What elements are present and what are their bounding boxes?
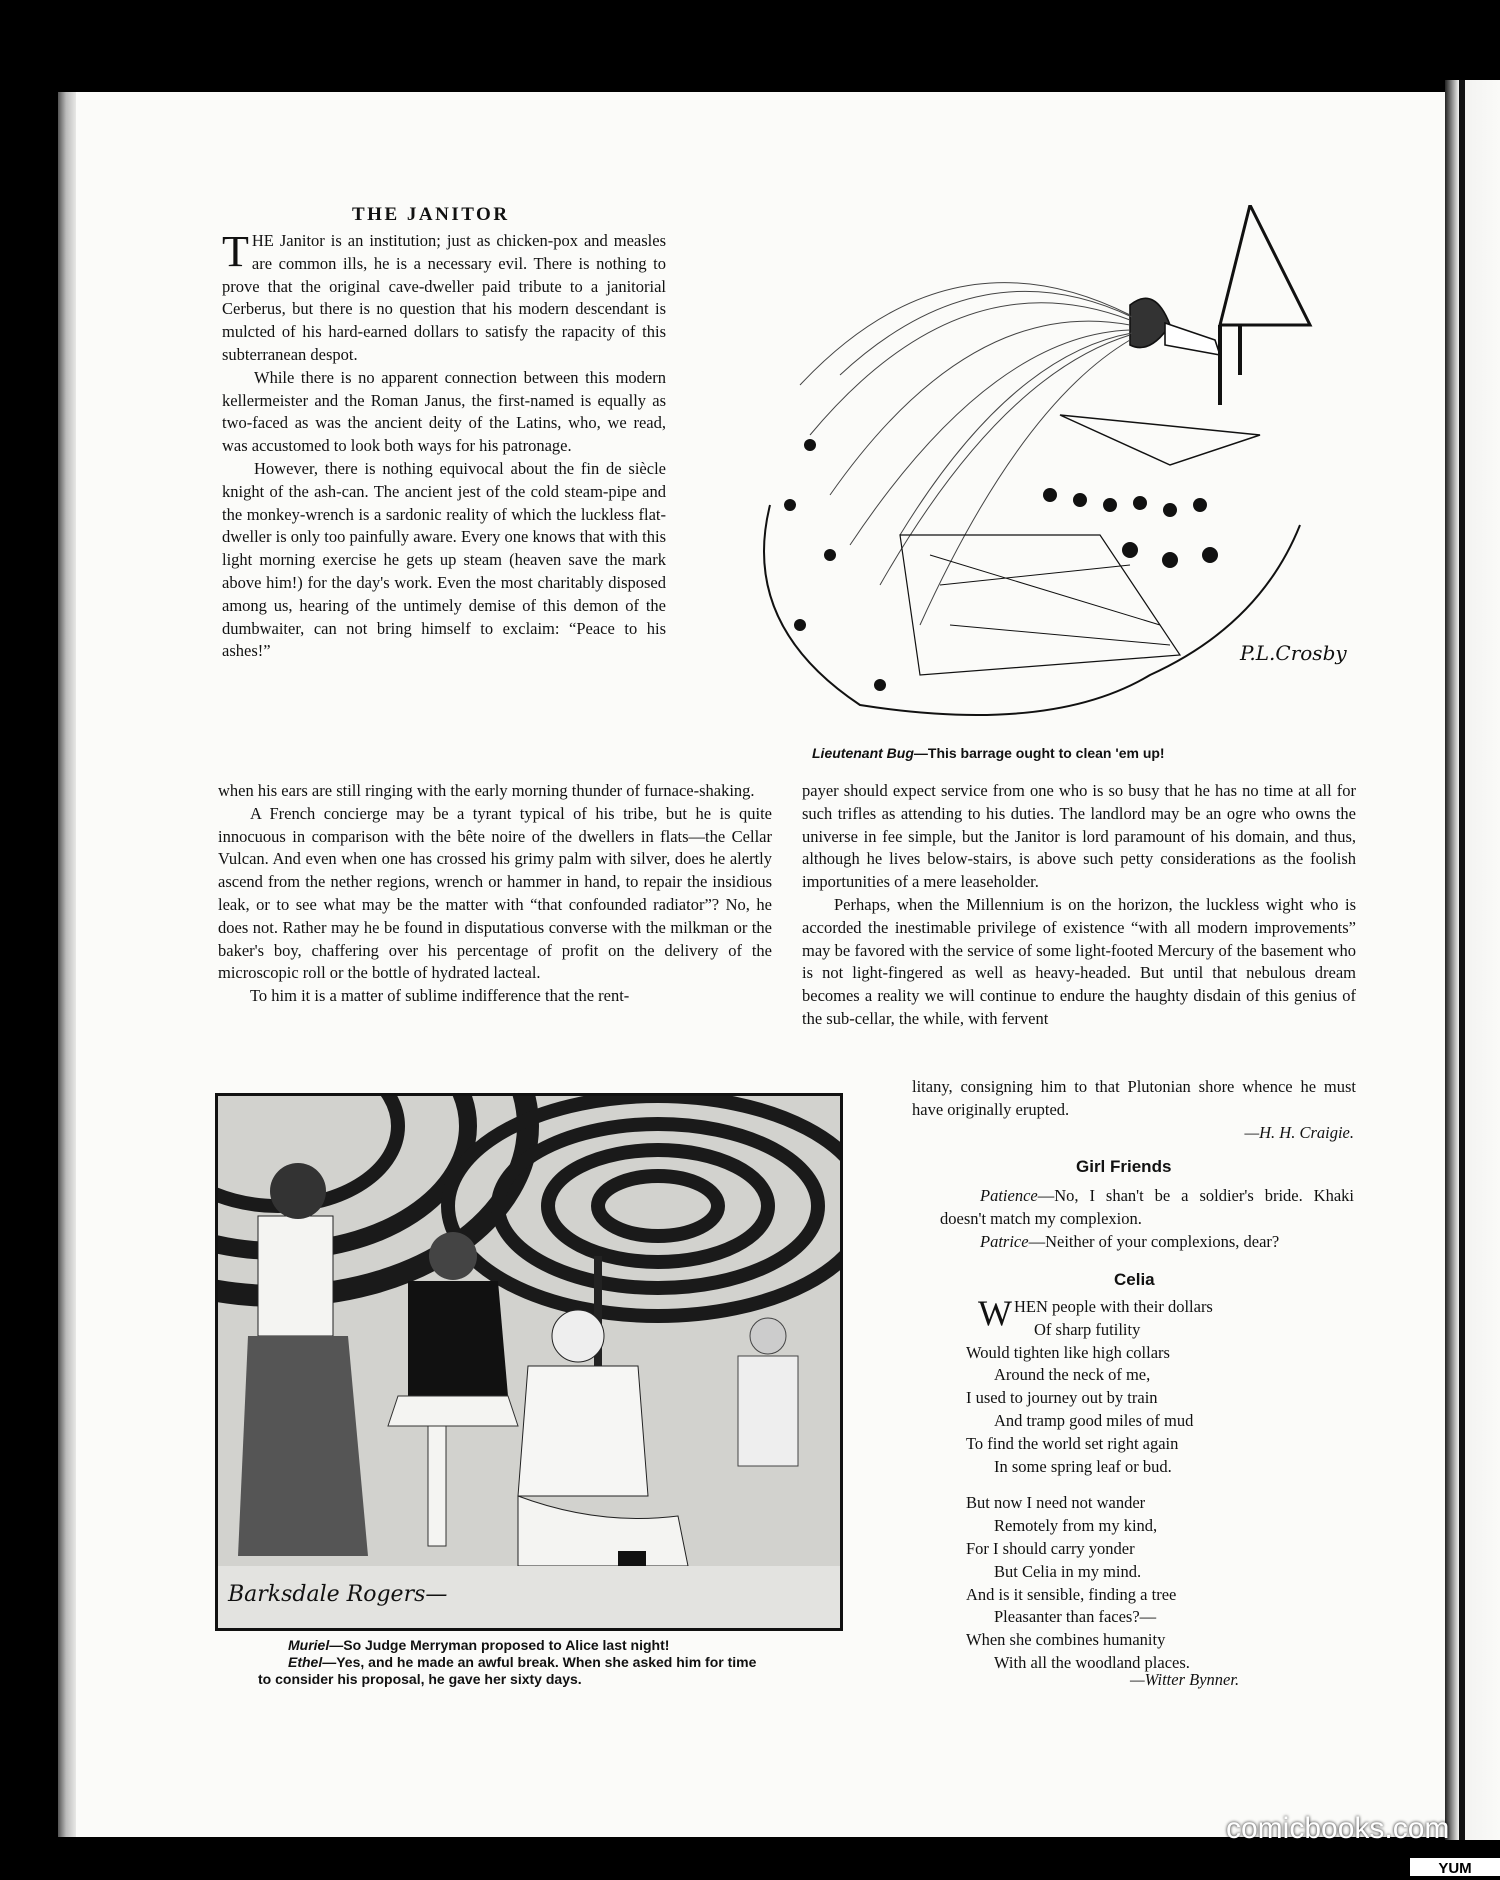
article-column-2-top [802,780,1356,1031]
girl-friends-dialogue [940,1185,1354,1253]
celia-signature: —Witter Bynner. [1130,1670,1240,1689]
site-watermark: comicbooks.com [1226,1812,1450,1845]
celia-title: Celia [1114,1270,1155,1289]
paragraph-4: A French concierge may be a tyrant typical of his tribe, but he is quite innocuous in comparison with the bête noire of the dwellers in flats—the Cellar Vulcan. And even when one has crossed his grimy palm with silver, does he alertly ascend from the nether regions, wrench or hammer in hand, to repair the insidious leak, or to see what may be the matter with “that confounded radiator”? No, he does not. Rather may he be found in disputatious converse with the milkman or the baker's boy, chaffering over his percentage of profit on the delivery of the microscopic roll or the bottle of hydrated lacteal. [218,803,772,983]
bug-barrage-cartoon [700,205,1360,735]
paragraph-1: THE Janitor is an institution; just as chicken-pox and measles are common ills, he is a necessary evil. There is nothing to prove that the original cave-dweller paid tribute to a janitorial Cerberus, but there is no question that his modern descendant is mulcted of his hard-earned dollars to satisfy the rapacity of this subterranean despot. [222,227,666,364]
girl-friends-line-1: Patience—No, I shan't be a soldier's bride. Khaki doesn't match my complexion. [940,1186,1354,1228]
girl-friends-line-2: Patrice—Neither of your complexions, dear? [980,1231,1280,1251]
paragraph-5: To him it is a matter of sublime indifference that the rent- [250,986,630,1006]
article-column-1-top [222,227,666,663]
paragraph-2: While there is no apparent connection between this modern kellermeister and the Roman Janus, the first-named is equally as two-faced as was the ancient deity of the Latins, who, we read, was accustomed to look both ways for his patronage. [222,367,666,456]
caption-speaker-muriel: Muriel [288,1637,330,1653]
celia-poem [966,1293,1213,1675]
page-binding-shadow [58,92,76,1837]
paragraph-6-continued: litany, consigning him to that Plutonian shore whence he must have originally erupted. [912,1077,1356,1119]
cartoon-caption [812,745,1165,761]
corner-tag: YUM [1410,1858,1500,1876]
caption-text: —This barrage ought to clean 'em up! [913,745,1165,761]
article-column-1-bottom [218,780,772,1008]
caption-line-3: to consider his proposal, he gave her sixty days. [258,1671,582,1687]
caption-speaker: Lieutenant Bug [812,745,914,761]
illustration-caption: Muriel—So Judge Merryman proposed to Alice last night! Ethel—Yes, and he made an awful break. When she asked him for time to consider his proposal, he gave her sixty days. [262,1637,862,1688]
caption-speaker-ethel: Ethel [288,1654,323,1670]
drop-cap: T [222,227,249,276]
article-column-2-narrow [912,1076,1356,1144]
paragraph-3-continued: when his ears are still ringing with the early morning thunder of furnace-shaking. [218,781,755,800]
celia-drop-cap: W [978,1293,1012,1333]
illustration-artist-signature: Barksdale Rogers— [228,1582,448,1607]
beach-umbrella-illustration [215,1093,843,1631]
girl-friends-title: Girl Friends [1076,1157,1172,1176]
paragraph-5-continued: payer should expect service from one who is so busy that he has no time at all for such trifles as attending to his duties. The landlord may be an ogre who owns the universe in fee simple, but the Janitor is lord paramount of his domain, and thus, although he lives below-stairs, is above such petty considerations as the foolish importunities of a mere leaseholder. [802,781,1356,892]
paragraph-3: However, there is nothing equivocal about the fin de siècle knight of the ash-can. The ancient jest of the cold steam-pipe and the monkey-wrench is a sardonic reality of which the luckless flat-dweller is only too painfully aware. Every one knows that with this light morning exercise he gets up steam (heaven save the mark above him!) for the day's work. Even the most charitably disposed among us, hearing of the untimely demise of this demon of the dumbwaiter, can not bring himself to exclaim: “Peace to his ashes!” [222,458,666,661]
article-title: THE JANITOR [352,204,510,225]
celia-stanza-1: WHEN people with their dollars Of sharp futility Would tighten like high collars Around the neck of me, I used to journey out by train And tramp good miles of mud To find the world set right again In some spring leaf or bud. [966,1293,1213,1476]
cartoon-artist-signature: P.L.Crosby [1240,641,1347,665]
article-signature: —H. H. Craigie. [1244,1122,1354,1142]
next-page-edge [1445,80,1500,1840]
celia-stanza-2: But now I need not wander Remotely from my kind, For I should carry yonder But Celia in my mind. And is it sensible, finding a tree Pleasanter than faces?— When she combines humanity With all the woodland places. [966,1493,1190,1672]
paragraph-6: Perhaps, when the Millennium is on the horizon, the luckless wight who is accorded the inestimable privilege of existence “with all modern improvements” may be favored with the service of some light-footed Mercury of the basement who is not light-fingered as well as heavy-headed. But until that nebulous dream becomes a reality we will continue to endure the haughty disdain of this genius of the sub-cellar, the while, with fervent [802,894,1356,1028]
